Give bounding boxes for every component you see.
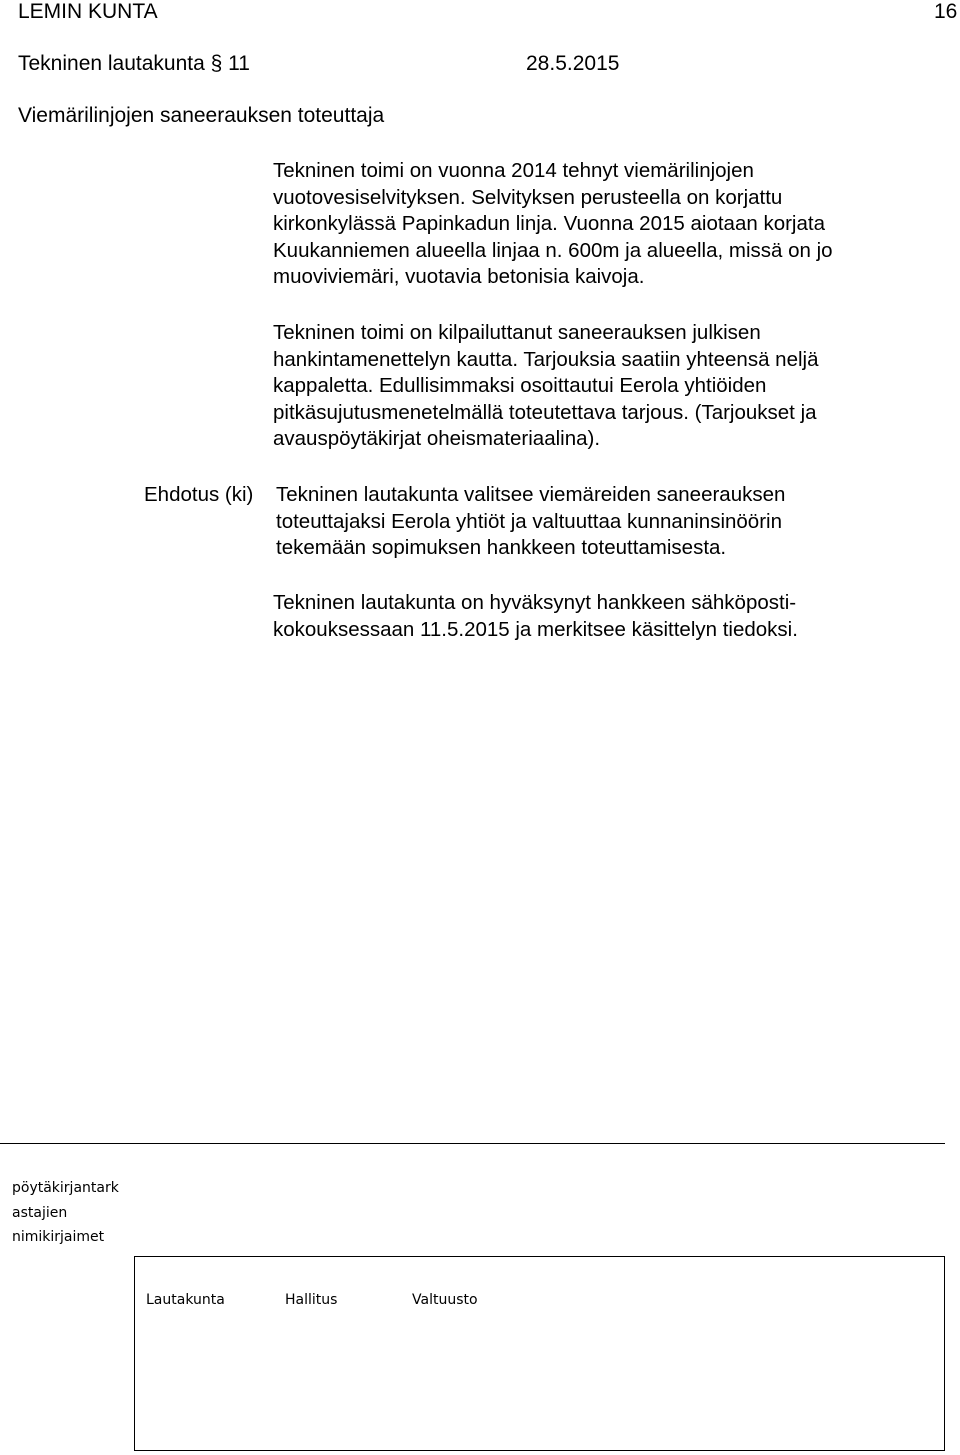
paragraph-line: muoviviemäri, vuotavia betonisia kaivoja. [273,265,645,288]
proposal-line: toteuttajaksi Eerola yhtiöt ja valtuuttaa kunnaninsinöörin [276,509,782,533]
section-title: Viemärilinjojen saneerauksen toteuttaja [18,104,385,127]
decision-line: Tekninen lautakunta on hyväksynyt hankkeen sähköposti- [273,591,797,614]
paragraph-line: hankintamenettelyn kautta. Tarjouksia saatiin yhteensä neljä [273,347,819,371]
column-hallitus: Hallitus [285,1292,338,1308]
proposal-line: tekemään sopimuksen hankkeen toteuttamisesta. [276,536,727,559]
decision-text [273,590,798,643]
footer-top-rule [0,1143,945,1144]
meeting-date: 28.5.2015 [526,52,620,75]
signature-table-right-border [944,1256,945,1451]
decision-line: kokouksessaan 11.5.2015 ja merkitsee käsittelyn tiedoksi. [273,617,798,641]
paragraph-line: Kuukanniemen alueella linjaa n. 600m ja alueella, missä on jo [273,238,833,262]
column-lautakunta: Lautakunta [146,1292,225,1308]
signatures-label: pöytäkirjantark astajien nimikirjaimet [12,1180,119,1245]
paragraph-line: vuotovesiselvityksen. Selvityksen perusteella on korjattu [273,185,783,209]
column-valtuusto: Valtuusto [412,1292,478,1308]
paragraph-line: Tekninen toimi on kilpailuttanut saneerauksen julkisen [273,321,761,344]
paragraph-line: kirkonkylässä Papinkadun linja. Vuonna 2015 aiotaan korjata [273,212,825,235]
paragraph-2 [273,320,819,453]
signature-table-top-border [134,1256,945,1257]
page-number: 16 [934,0,958,23]
paragraph-1 [273,158,833,291]
signature-table-left-border [134,1256,135,1451]
signature-table-bottom-border [134,1450,945,1451]
proposal-text [276,482,785,562]
paragraph-line: Tekninen toimi on vuonna 2014 tehnyt viemärilinjojen [273,159,754,182]
municipality-name: LEMIN KUNTA [18,0,158,23]
paragraph-line: pitkäsujutusmenetelmällä toteutettava tarjous. (Tarjoukset ja [273,400,817,424]
paragraph-line: avauspöytäkirjat oheismateriaalina). [273,427,601,450]
paragraph-line: kappaletta. Edullisimmaksi osoittautui Eerola yhtiöiden [273,374,767,397]
committee-section: Tekninen lautakunta § 11 [18,52,250,75]
proposal-line: Tekninen lautakunta valitsee viemäreiden saneerauksen [276,483,786,506]
proposal-label: Ehdotus (ki) [144,483,254,506]
